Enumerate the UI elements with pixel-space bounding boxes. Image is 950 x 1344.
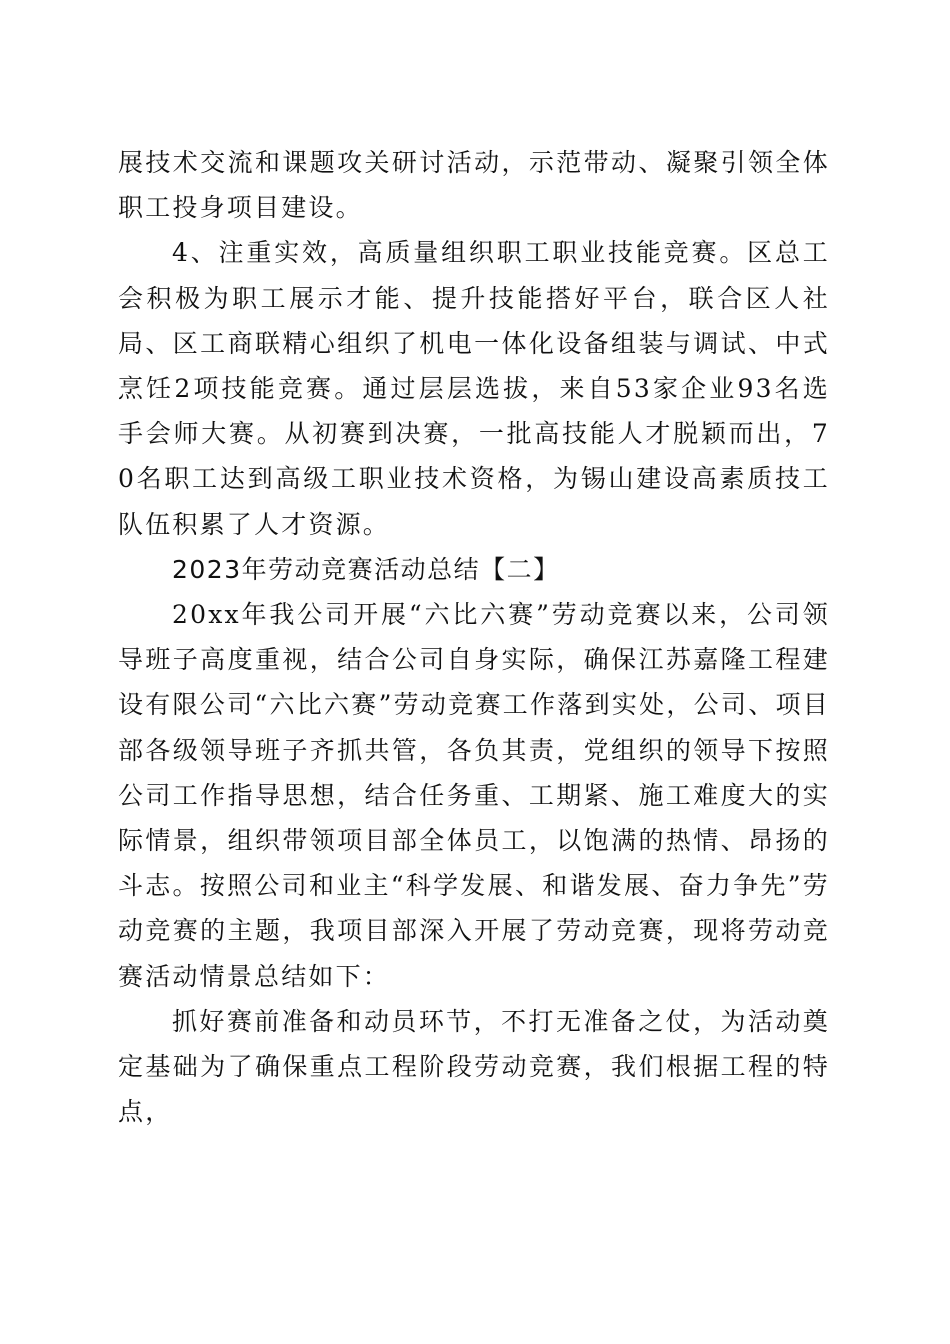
document-body xyxy=(118,140,830,1134)
section-heading-summary-two: 2023年劳动竞赛活动总结【二】 xyxy=(172,554,560,584)
paragraph-skills-competition: 4、注重实效，高质量组织职工职业技能竞赛。区总工会积极为职工展示才能、提升技能搭好平台，联合区人社局、区工商联精心组织了机电一体化设备组装与调试、中式烹饪2项技能竞赛。通过层层选拔，来自53家企业93名选手会师大赛。从初赛到决赛，一批高技能人才脱颖而出，70名职工达到高级工职业技术资格，为锡山建设高素质技工队伍积累了人才资源。 xyxy=(118,238,830,539)
paragraph-project-exchange-continued: 展技术交流和课题攻关研讨活动，示范带动、凝聚引领全体职工投身项目建设。 xyxy=(118,148,830,223)
paragraph-pre-competition-preparation: 抓好赛前准备和动员环节，不打无准备之仗，为活动奠定基础为了确保重点工程阶段劳动竞赛，我们根据工程的特点， xyxy=(118,1006,830,1127)
paragraph-six-comparisons-competition: 20xx年我公司开展“六比六赛”劳动竞赛以来，公司领导班子高度重视，结合公司自身实际，确保江苏嘉隆工程建设有限公司“六比六赛”劳动竞赛工作落到实处，公司、项目部各级领导班子齐抓共管，各负其责，党组织的领导下按照公司工作指导思想，结合任务重、工期紧、施工难度大的实际情景，组织带领项目部全体员工，以饱满的热情、昂扬的斗志。按照公司和业主“科学发展、和谐发展、奋力争先”劳动竞赛的主题，我项目部深入开展了劳动竞赛，现将劳动竞赛活动情景总结如下： xyxy=(118,600,830,991)
